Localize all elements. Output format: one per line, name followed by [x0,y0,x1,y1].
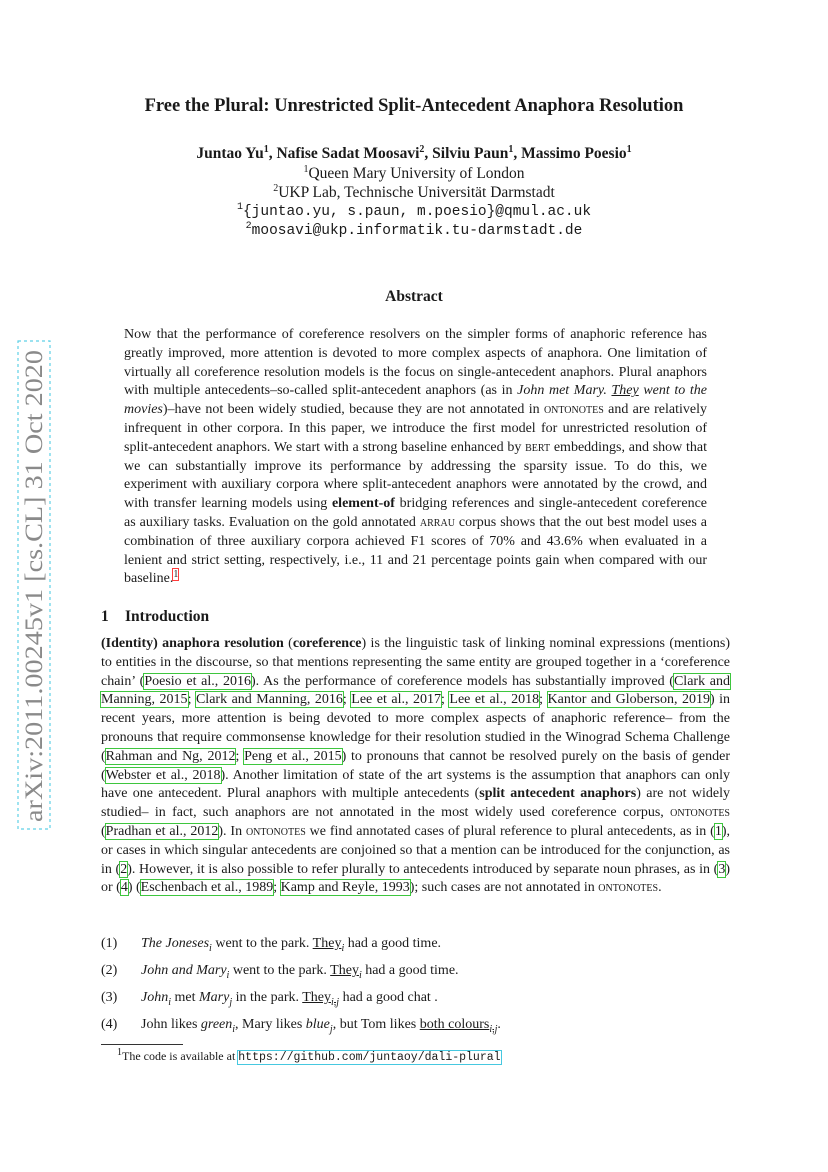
example-ref-link[interactable]: 1 [714,823,722,839]
author-name: Massimo Poesio [521,145,627,162]
abstract-body: Now that the performance of coreference resolvers on the simpler forms of anaphoric reference has greatly improved, more attention is devoted to more complex aspects of anaphora. One limitation of virtually all coreference resolution models is the focus on single-antecedent anaphors. Plural anaphors with multiple antecedents–so-called split-antecedent anaphors (as in John met Mary. They went to the movies)–have not been widely studied, because they are not annotated in ontonotes and are relatively infrequent in other corpora. In this paper, we introduce the first model for unrestricted resolution of split-antecedent anaphors. We start with a strong baseline enhanced by bert embeddings, and show that we can substantially improve its performance by addressing the sparsity issue. To do this, we experiment with auxiliary corpora where split-antecedent anaphors were annotated by the crowd, and with transfer learning models using element-of bridging references and single-antecedent coreference as auxiliary tasks. Evaluation on the gold annotated arrau corpus shows that the out best model uses a combination of three auxiliary corpora achieved F1 scores of 70% and 43.6% when evaluated in a lenient and strict setting, respectively, i.e., 11 and 21 percentage points gain when compared with our baseline.$^1$ [124,327,708,587]
example-ref-link[interactable]: 4 [120,880,128,896]
citation-link[interactable]: Kamp and Reyle, 1993 [280,880,410,896]
example-list [101,934,730,1042]
example-item [101,1015,730,1042]
example-item [101,988,730,1015]
author-names: Juntao Yu$^1$, Nafise Sadat Moosavi$^2$, Silviu Paun$^1$, Massimo Poesio$^1$ [196,143,632,162]
example-item [101,934,730,961]
citation-link[interactable]: Rahman and Ng, 2012 [105,748,236,764]
example-text: The Joneses$_i$ went to the park. They$_i$ had a good time. [141,936,442,954]
citation-link[interactable]: Kantor and Globerson, 2019 [547,692,710,708]
citation-link[interactable]: Eschenbach et al., 1989 [140,880,274,896]
citation-link[interactable]: Lee et al., 2018 [449,692,540,708]
citation-link[interactable]: Poesio et al., 2016 [144,673,251,689]
example-text: John likes green$_i$, Mary likes blue$_j$, but Tom likes both colours$_{i,j}$. [141,1017,501,1035]
footnote: $^1$The code is available at https://github.com/juntaoy/dali-plural [117,1047,501,1064]
example-number: (3) [101,990,118,1005]
example-item [101,961,730,988]
author-name: Silviu Paun [432,145,509,162]
code-url-link[interactable]: https://github.com/juntaoy/dali-plural [238,1051,501,1064]
citation-link[interactable]: Pradhan et al., 2012 [105,823,219,839]
email: $^1${juntao.yu, s.paun, m.poesio}@qmul.ac.uk [236,201,592,220]
intro-paragraph: (Identity) anaphora resolution (coreference) is the linguistic task of linking nominal expressions (mentions) to entities in the discourse, so that mentions representing the same entity are grouped together in a ‘coreference chain’ (Poesio et al., 2016). As the performance of coreference models has substantially improved (Clark and Manning, 2015; Clark and Manning, 2016; Lee et al., 2017; Lee et al., 2018; Kantor and Globerson, 2019) in recent years, more attention is being devoted to more complex aspects of anaphoric reference– from the pronouns that require commonsense knowledge for their resolution studied in the Winograd Schema Challenge (Rahman and Ng, 2012; Peng et al., 2015) to pronouns that cannot be resolved purely on the basis of gender (Webster et al., 2018). Another limitation of state of the art systems is the assumption that anaphors can only have one antecedent. Plural anaphors with multiple antecedents (split antecedent anaphors) are not widely studied– in fact, such anaphors are not annotated in the most widely used coreference corpus, ontonotes (Pradhan et al., 2012). In ontonotes we find annotated cases of plural reference to plural antecedents, as in (1), or cases in which singular antecedents are conjoined so that a mention can be introduced for the conjunction, as in (2). However, it is also possible to refer plurally to antecedents introduced by separate noun phrases, as in (3) or (4) (Eschenbach et al., 1989; Kamp and Reyle, 1993); such cases are not annotated in ontonotes. [101,636,731,896]
example-number: (4) [101,1017,118,1032]
example-ref-link[interactable]: 2 [120,861,128,877]
example-text: John$_i$ met Mary$_j$ in the park. They$_{i,j}$ had a good chat . [141,990,438,1008]
email: $^2$moosavi@ukp.informatik.tu-darmstadt.de [245,221,583,239]
paper-title: Free the Plural: Unrestricted Split-Antecedent Anaphora Resolution [144,96,684,116]
footnote-rule [101,1044,183,1045]
citation-link[interactable]: Peng et al., 2015 [244,748,342,764]
example-number: (2) [101,963,118,978]
section-title: Introduction [125,608,210,625]
affiliation: $^2$UKP Lab, Technische Universität Darmstadt [273,182,555,201]
arxiv-stamp[interactable] [17,340,51,830]
arxiv-stamp-text: arXiv:2011.00245v1 [cs.CL] 31 Oct 2020 [21,403,48,822]
footnote-link[interactable]: 1 [173,568,179,580]
section-number: 1 [101,608,109,625]
affiliation: $^1$Queen Mary University of London [303,163,525,182]
author-name: Juntao Yu [196,145,264,162]
section-heading [101,608,209,626]
example-ref-link[interactable]: 3 [718,861,726,877]
abstract-heading: Abstract [385,288,443,305]
citation-link[interactable]: Webster et al., 2018 [105,767,221,783]
author-block [0,144,828,242]
citation-link[interactable]: Clark and Manning, 2016 [195,692,343,708]
citation-link[interactable]: Lee et al., 2017 [351,692,441,708]
example-number: (1) [101,936,118,951]
citation-link[interactable]: Clark and Manning, 2015 [101,673,730,708]
author-name: Nafise Sadat Moosavi [276,145,420,162]
example-text: John and Mary$_i$ went to the park. They$_i$ had a good time. [141,963,459,981]
